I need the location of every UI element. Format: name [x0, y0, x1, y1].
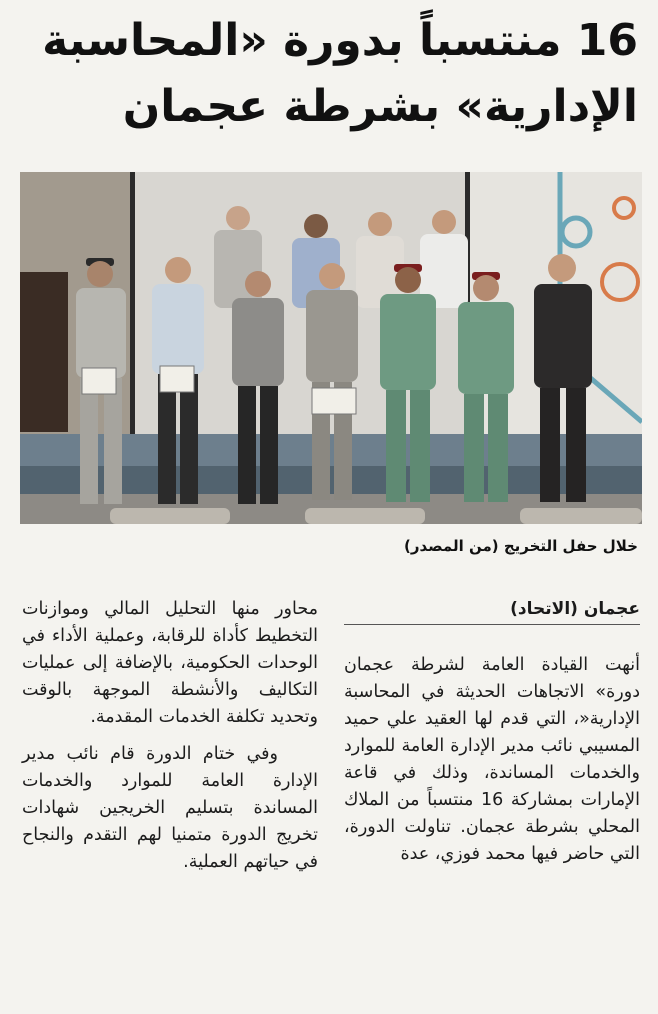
article-paragraph: محاور منها التحليل المالي وموازنات التخطيط كأداة للرقابة، وعملية الأداء في الوحدات الحكومية، بالإضافة إلى عمليات التكاليف والأنشطة الموجهة بالوقت وتحديد تكلفة الخدمات المقدمة. — [22, 599, 318, 727]
article-paragraph: أنهت القيادة العامة لشرطة عجمان دورة» الاتجاهات الحديثة في المحاسبة الإدارية«، التي قدم لها العقيد علي حميد المسيبي نائب مدير الإدارة العامة للموارد والخدمات المساندة، وذلك في قاعة الإمارات بمشاركة 16 منتسباً من الملاك المحلي بشرطة عجمان. تناولت الدورة، التي حاضر فيها محمد فوزي، عدة — [344, 655, 640, 864]
photo-caption: خلال حفل التخريج (من المصدر) — [404, 537, 638, 555]
headline: 16 منتسباً بدورة «المحاسبة الإدارية» بشرطة عجمان — [42, 15, 638, 132]
article-column-right — [344, 652, 640, 1002]
article-column-left — [22, 596, 318, 1006]
group-photo — [20, 172, 642, 524]
article-paragraph: وفي ختام الدورة قام نائب مدير الإدارة العامة للموارد والخدمات المساندة بتسليم الخريجين شهادات تخريج الدورة متمنيا لهم التقدم والنجاح في حياتهم العملية. — [22, 744, 318, 872]
dateline: عجمان (الاتحاد) — [510, 599, 640, 619]
dateline-rule — [344, 624, 640, 625]
